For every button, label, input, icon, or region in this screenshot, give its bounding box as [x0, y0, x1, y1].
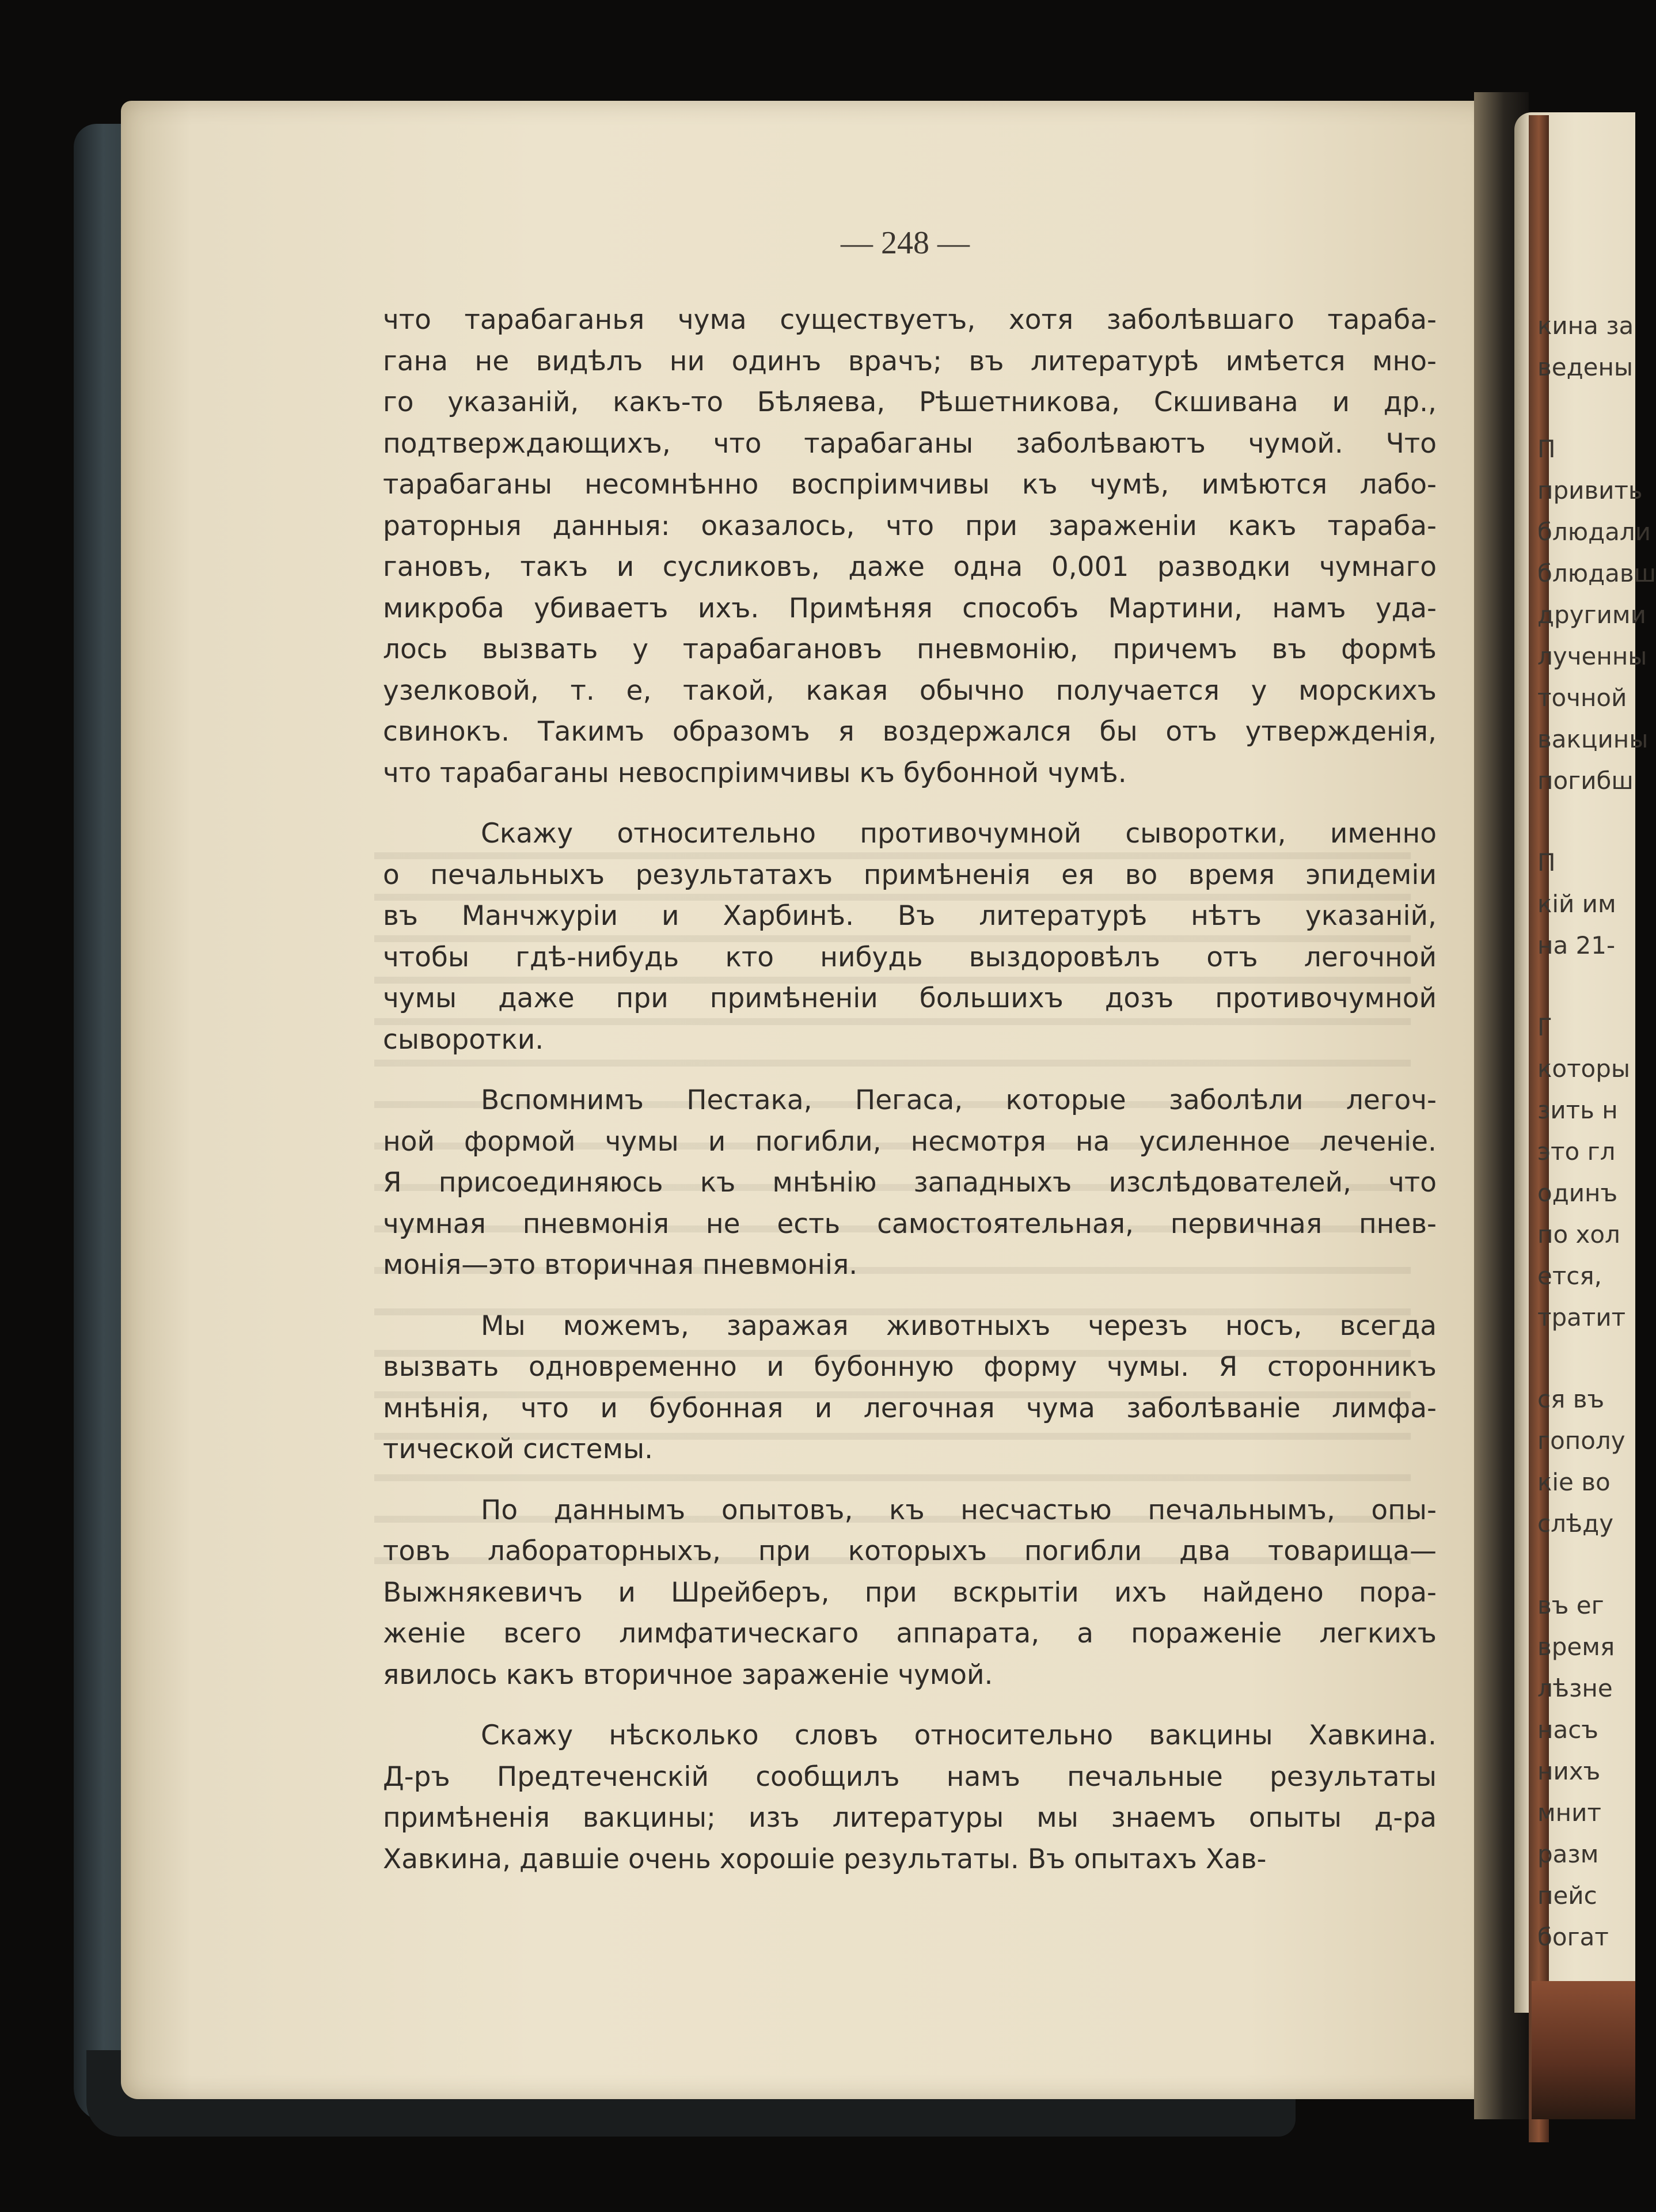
paragraph: [383, 813, 1437, 1060]
text-line: подтверждающихъ, что тарабаганы заболѣваютъ чумой. Что: [383, 427, 1437, 460]
text-line: что тарабаганья чума существуетъ, хотя заболѣвшаго тараба-: [383, 304, 1437, 336]
text-line: чтобы гдѣ-нибудь кто нибудь выздоровѣлъ отъ легочной: [383, 941, 1437, 973]
text-line: гана не видѣлъ ни одинъ врачъ; въ литературѣ имѣется мно-: [383, 345, 1437, 377]
right-page-line: насъ: [1537, 1716, 1598, 1744]
right-page-line: Г: [1537, 1013, 1552, 1041]
right-page-line: другими: [1537, 601, 1646, 629]
text-line: го указаній, какъ-то Бѣляева, Рѣшетникова, Скшивана и др.,: [383, 386, 1437, 418]
right-page-line: погибш: [1537, 767, 1634, 795]
right-page-line: разм: [1537, 1840, 1599, 1868]
text-line: товъ лабораторныхъ, при которыхъ погибли два товарища—: [383, 1535, 1437, 1567]
right-page-line: ся въ: [1537, 1385, 1605, 1413]
right-page-line: [1537, 388, 1653, 428]
text-line: гановъ, такъ и сусликовъ, даже одна 0,001 разводки чумнаго: [383, 551, 1437, 583]
right-page-line: слѣду: [1537, 1509, 1614, 1538]
right-page-line: пейс: [1537, 1881, 1597, 1910]
text-line: явилось какъ вторичное зараженіе чумой.: [383, 1659, 993, 1691]
right-page-line: блюдавш: [1537, 559, 1656, 587]
right-page-line: привить: [1537, 476, 1643, 504]
right-page-line: нихъ: [1537, 1757, 1601, 1785]
text-line: въ Манчжуріи и Харбинѣ. Въ литературѣ нѣтъ указаній,: [383, 900, 1437, 932]
text-line: женіе всего лимфатическаго аппарата, а пораженіе легкихъ: [383, 1618, 1437, 1649]
right-page-line: время: [1537, 1633, 1615, 1661]
right-page-line: которы: [1537, 1054, 1631, 1083]
right-page-line: ется,: [1537, 1262, 1602, 1290]
text-line: Скажу относительно противочумной сыворотки, именно: [481, 818, 1437, 849]
text-line: узелковой, т. е, такой, какая обычно получается у морскихъ: [383, 674, 1437, 707]
right-page-line: лученны: [1537, 642, 1647, 670]
paragraph: [383, 299, 1437, 794]
main-text: [383, 299, 1437, 1899]
text-line: примѣненія вакцины; изъ литературы мы знаемъ опыты д-ра: [383, 1802, 1437, 1834]
paragraph: [383, 1715, 1437, 1880]
text-line: монія—это вторичная пневмонія.: [383, 1249, 858, 1281]
text-line: Мы можемъ, заражая животныхъ черезъ носъ, всегда: [481, 1310, 1437, 1342]
right-page-line: П: [1537, 848, 1556, 877]
right-page-text: [1537, 305, 1656, 1958]
paragraph: [383, 1080, 1437, 1286]
text-line: микроба убиваетъ ихъ. Примѣняя способъ Мартини, намъ уда-: [383, 592, 1437, 624]
paragraph: [383, 1306, 1437, 1470]
text-line: чумная пневмонія не есть самостоятельная, первичная пнев-: [383, 1208, 1437, 1240]
text-line: вызвать одновременно и бубонную форму чумы. Я сторонникъ: [383, 1351, 1437, 1383]
right-page-line: это гл: [1537, 1137, 1616, 1166]
text-line: тической системы.: [383, 1433, 654, 1465]
right-page-line: точной: [1537, 684, 1627, 712]
text-line: о печальныхъ результатахъ примѣненія ея во время эпидеміи: [383, 859, 1437, 891]
right-page-line: на 21-: [1537, 931, 1616, 959]
right-page-line: ведены: [1537, 353, 1634, 381]
right-page-line: тратит: [1537, 1303, 1626, 1331]
right-page-line: кина за: [1537, 312, 1634, 340]
right-page-line: богат: [1537, 1923, 1609, 1951]
text-line: тарабаганы несомнѣнно воспріимчивы къ чумѣ, имѣются лабо-: [383, 469, 1437, 500]
text-line: Вспомнимъ Пестака, Пегаса, которые заболѣли легоч-: [481, 1084, 1437, 1116]
right-page-line: зить н: [1537, 1096, 1618, 1124]
text-line: что тарабаганы невоспріимчивы къ бубонной чумѣ.: [383, 757, 1127, 789]
right-page-line: въ ег: [1537, 1591, 1604, 1619]
right-page-line: [1537, 802, 1653, 842]
right-page-edge: [1532, 1981, 1635, 2119]
text-line: Хавкина, давшіе очень хорошіе результаты. Въ опытахъ Хав-: [383, 1843, 1267, 1875]
text-line: Выжнякевичъ и Шрейберъ, при вскрытіи ихъ найдено пора-: [383, 1576, 1437, 1608]
right-page-line: одинъ: [1537, 1179, 1618, 1207]
text-line: Д-ръ Предтеченскій сообщилъ намъ печальные результаты: [383, 1761, 1437, 1793]
right-page-line: кіе во: [1537, 1468, 1611, 1496]
text-line: ной формой чумы и погибли, несмотря на усиленное леченіе.: [383, 1125, 1437, 1158]
text-line: лось вызвать у тарабагановъ пневмонію, причемъ въ формѣ: [383, 633, 1437, 665]
text-line: чумы даже при примѣненіи большихъ дозъ противочумной: [383, 982, 1437, 1014]
right-page-line: гополу: [1537, 1426, 1625, 1455]
text-line: раторныя данныя: оказалось, что при зараженіи какъ тараба-: [383, 510, 1437, 542]
text-line: По даннымъ опытовъ, къ несчастью печальнымъ, опы-: [481, 1494, 1437, 1526]
right-page-line: мнит: [1537, 1799, 1601, 1827]
text-line: мнѣнія, что и бубонная и легочная чума заболѣваніе лимфа-: [383, 1392, 1437, 1424]
text-line: Я присоединяюсь къ мнѣнію западныхъ изслѣдователей, что: [383, 1167, 1437, 1198]
page-number: — 248 —: [841, 225, 970, 261]
text-line: Скажу нѣсколько словъ относительно вакцины Хавкина.: [481, 1720, 1437, 1751]
right-page-line: П: [1537, 435, 1556, 463]
paragraph: [383, 1490, 1437, 1696]
text-line: свинокъ. Такимъ образомъ я воздержался бы отъ утвержденія,: [383, 716, 1437, 748]
right-page-line: вакцины: [1537, 725, 1649, 753]
right-page-line: по хол: [1537, 1220, 1620, 1249]
right-page-line: кій им: [1537, 890, 1616, 918]
text-line: сыворотки.: [383, 1023, 544, 1056]
right-page-line: блюдали: [1537, 518, 1651, 546]
right-page-line: [1537, 1338, 1653, 1379]
right-page-line: лѣзне: [1537, 1674, 1613, 1702]
right-page-line: [1537, 1545, 1653, 1585]
right-page-line: [1537, 966, 1653, 1007]
